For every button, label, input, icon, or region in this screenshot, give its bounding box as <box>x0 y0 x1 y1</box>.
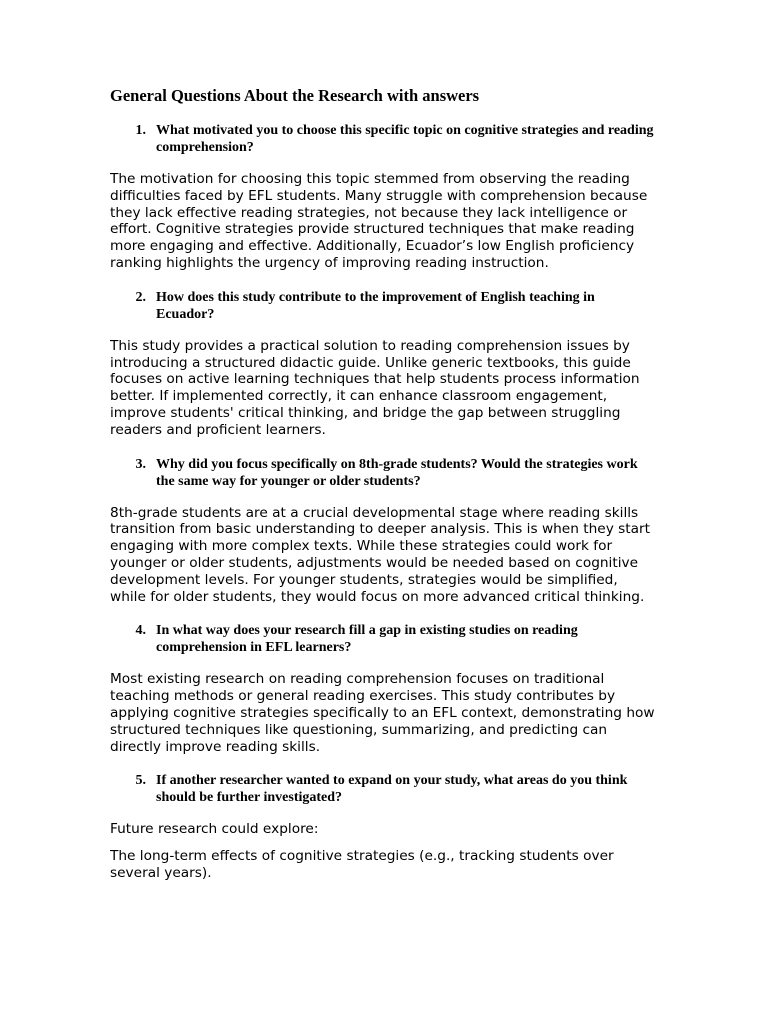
question-text: How does this study contribute to the improvement of English teaching in Ecuador? <box>156 289 595 322</box>
question-2 <box>110 289 655 323</box>
question-number: 1. <box>135 123 146 138</box>
answer-2: This study provides a practical solution to reading comprehension issues by introducing a structured didactic guide. Unlike generic textbooks, this guide focuses on active learning techniques that help students process information better. If implemented correctly, it can enhance classroom engagement, improve students' critical thinking, and bridge the gap between struggling readers and proficient learners. <box>110 337 640 438</box>
question-text: If another researcher wanted to expand on your study, what areas do you think should be further investigated? <box>156 773 628 806</box>
question-text: In what way does your research fill a gap in existing studies on reading comprehension in EFL learners? <box>156 623 578 656</box>
question-text: Why did you focus specifically on 8th-grade students? Would the strategies work the same way for younger or older students? <box>156 456 638 489</box>
answer-5-item: The long-term effects of cognitive strategies (e.g., tracking students over several years). <box>110 848 614 881</box>
answer-1: The motivation for choosing this topic stemmed from observing the reading difficulties faced by EFL students. Many struggle with comprehension because they lack effective reading strategies, not because they lack intelligence or effort. Cognitive strategies provide structured techniques that make reading more engaging and effective. Additionally, Ecuador’s low English proficiency ranking highlights the urgency of improving reading instruction. <box>110 171 648 271</box>
document-page <box>110 86 655 899</box>
document-title: General Questions About the Research with answers <box>110 86 480 105</box>
question-number: 5. <box>135 773 146 789</box>
question-number: 2. <box>135 289 146 305</box>
question-3 <box>110 456 655 490</box>
question-text: What motivated you to choose this specific topic on cognitive strategies and reading comprehension? <box>156 123 654 155</box>
question-number: 4. <box>135 623 146 639</box>
question-1 <box>110 122 655 156</box>
answer-5-intro: Future research could explore: <box>110 821 319 838</box>
answer-3: 8th-grade students are at a crucial developmental stage where reading skills transition from basic understanding to deeper analysis. This is when they start engaging with more complex texts. While these strategies could work for younger or older students, adjustments would be needed based on cognitive development levels. For younger students, strategies would be simplified, while for older students, they would focus on more advanced critical thinking. <box>110 504 651 605</box>
question-number: 3. <box>135 456 146 472</box>
answer-4: Most existing research on reading comprehension focuses on traditional teaching methods or general reading exercises. This study contributes by applying cognitive strategies specifically to an EFL context, demonstrating how structured techniques like questioning, summarizing, and predicting can directly improve reading skills. <box>110 671 655 755</box>
question-4 <box>110 622 655 656</box>
question-5 <box>110 772 655 806</box>
